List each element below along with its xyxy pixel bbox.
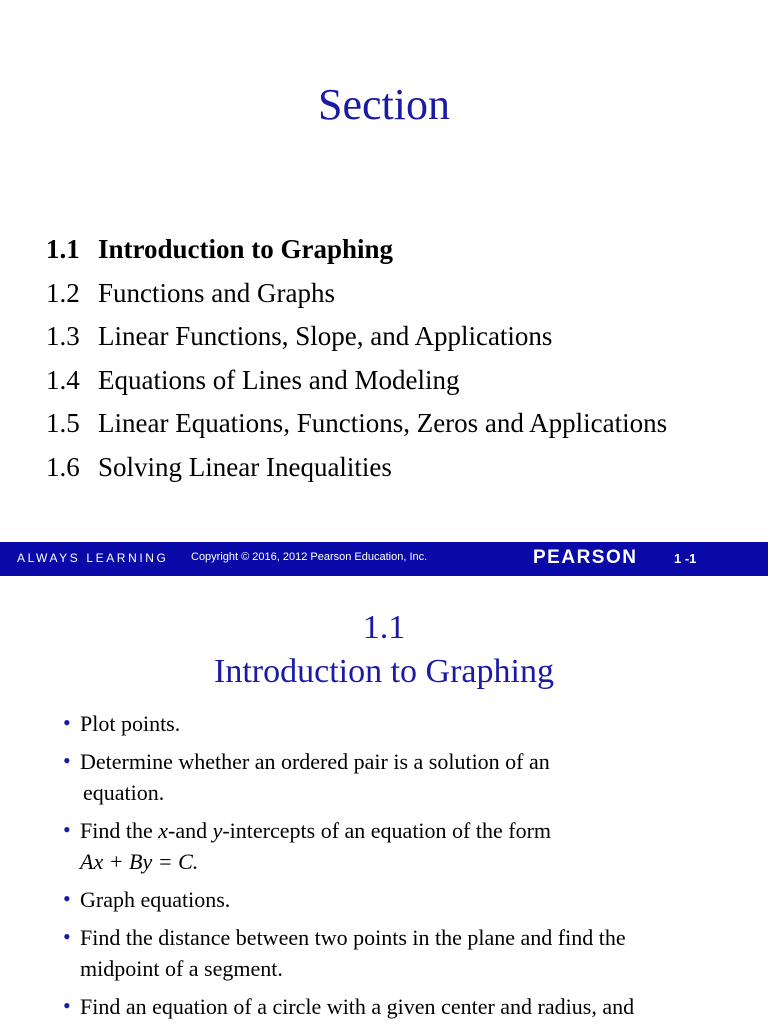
variable-y: y	[212, 818, 223, 843]
toc-number: 1.4	[46, 364, 80, 395]
footer-copyright: Copyright © 2016, 2012 Pearson Education, Inc.	[191, 551, 428, 563]
toc-number: 1.2	[46, 277, 80, 308]
objective-text: Find an equation of a circle with a given center and radius, and	[80, 994, 635, 1019]
section-list	[46, 228, 667, 489]
footer-bar	[0, 542, 768, 576]
toc-item-1-1	[46, 228, 667, 272]
toc-label: Functions and Graphs	[98, 277, 335, 308]
toc-label: Linear Equations, Functions, Zeros and Applications	[98, 408, 668, 438]
toc-number: 1.3	[46, 321, 80, 351]
section-number: 1.1	[362, 609, 406, 646]
toc-item-1-3	[46, 315, 667, 359]
slide-number: 1 -1	[674, 551, 697, 566]
footer-tagline: ALWAYS LEARNING	[17, 551, 169, 565]
toc-number: 1.5	[46, 408, 80, 438]
toc-item-1-4	[46, 359, 667, 403]
toc-label: Equations of Lines and Modeling	[98, 364, 460, 395]
objective-text: Graph equations.	[80, 887, 231, 912]
bullet-icon: •	[63, 886, 71, 911]
objectives-list	[62, 708, 752, 1024]
bullet-icon: •	[63, 748, 71, 773]
bullet-icon: •	[63, 924, 71, 949]
objective-item	[62, 884, 752, 915]
bullet-icon: •	[63, 710, 71, 735]
objective-text: equation.	[83, 780, 165, 805]
toc-number: 1.6	[46, 451, 80, 482]
toc-item-1-6	[46, 446, 667, 490]
section-title: Introduction to Graphing	[214, 653, 554, 690]
objective-item	[62, 991, 752, 1022]
bullet-icon: •	[63, 817, 71, 842]
toc-label: Solving Linear Inequalities	[98, 451, 392, 482]
slide-title: Section	[318, 80, 450, 129]
objective-text	[80, 815, 752, 846]
toc-item-1-5	[46, 402, 667, 446]
objective-text: Find the distance between two points in the plane and find the	[80, 925, 626, 950]
bullet-icon: •	[63, 993, 71, 1018]
variable-x: x	[158, 818, 168, 843]
toc-number: 1.1	[46, 234, 80, 264]
objective-text: Determine whether an ordered pair is a solution of an	[80, 749, 550, 774]
equation-formula: Ax + By = C.	[80, 849, 199, 874]
objective-text-part: -and	[168, 818, 213, 843]
pearson-logo: PEARSON	[533, 547, 638, 568]
objective-text-part: Find the	[80, 818, 159, 843]
objective-text: midpoint of a segment.	[80, 956, 283, 981]
slide-objectives	[0, 576, 768, 1024]
objective-text: Plot points.	[80, 711, 181, 736]
toc-label: Introduction to Graphing	[98, 234, 394, 264]
objective-item	[62, 922, 752, 984]
objective-item	[62, 746, 752, 808]
objective-item	[62, 815, 752, 877]
objective-text-part: -intercepts of an equation of the form	[222, 818, 552, 843]
objective-item	[62, 708, 752, 739]
toc-label: Linear Functions, Slope, and Applications	[98, 321, 553, 351]
toc-item-1-2	[46, 272, 667, 316]
